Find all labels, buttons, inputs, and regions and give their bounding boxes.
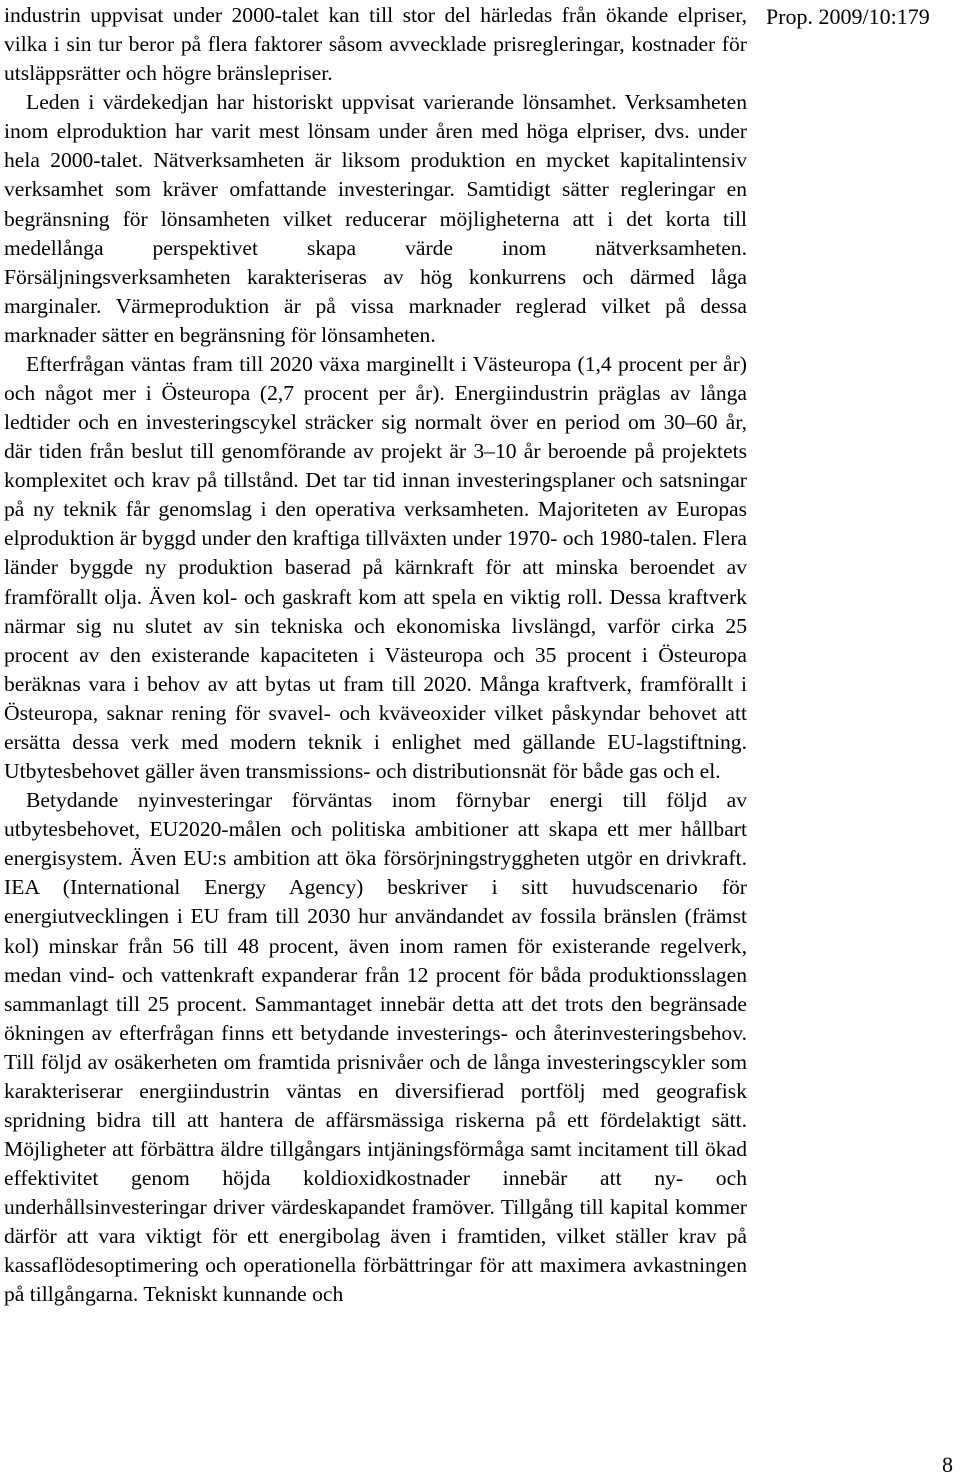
paragraph-continuation: industrin uppvisat under 2000-talet kan till stor del härledas från ökande elpriser, vilka i sin tur beror på flera faktorer såsom avvecklade prisregleringar, kostnader för utsläppsrätter och högre bränslepriser.	[4, 3, 747, 86]
paragraph-profitability: Leden i värdekedjan har historiskt uppvisat varierande lönsamhet. Verksamheten inom elproduktion har varit mest lönsam under åren med höga elpriser, dvs. under hela 2000-talet. Nätverksamheten är liksom produktion en mycket kapitalintensiv verksamhet som kräver omfattande investeringar. Samtidigt sätter regleringar en begränsning för lönsamheten vilket reducerar möjligheterna att i det korta till medellånga perspektivet skapa värde inom nätverksamheten. Försäljningsverksamheten karakteriseras av hög konkurrens och därmed låga marginaler. Värmeproduktion är på vissa marknader reglerad vilket på dessa marknader sätter en begränsning för lönsamheten.	[4, 90, 747, 347]
document-reference: Prop. 2009/10:179	[766, 4, 930, 29]
paragraph-investments: Betydande nyinvesteringar förväntas inom förnybar energi till följd av utbytesbehovet, EU2020-målen och politiska ambitioner att skapa ett mer hållbart energisystem. Även EU:s ambition att öka försörjningstryggheten utgör en drivkraft. IEA (International Energy Agency) beskriver i sitt huvudscenario för energiutvecklingen i EU fram till 2030 hur användandet av fossila bränslen (främst kol) minskar från 56 till 48 procent, även inom ramen för existerande regelverk, medan vind- och vattenkraft expanderar från 12 procent för båda produktionsslagen sammanlagt till 25 procent. Sammantaget innebär detta att det trots den begränsade ökningen av efterfrågan finns ett betydande investerings- och återinvesteringsbehov. Till följd av osäkerheten om framtida prisnivåer och de långa investeringscykler som karakteriserar energiindustrin väntas en diversifierad portfölj med geografisk spridning bidra till att hantera de affärsmässiga riskerna på ett fördelaktigt sätt. Möjligheter att förbättra äldre tillgångars intjäningsförmåga samt incitament till ökad effektivitet genom höjda koldioxidkostnader innebär att ny- och underhållsinvesteringar driver värdeskapandet framöver. Tillgång till kapital kommer därför att vara viktigt för ett energibolag även i framtiden, vilket ställer krav på kassaflödesoptimering och operationella förbättringar för att maximera avkastningen på tillgångarna. Tekniskt kunnande och	[4, 788, 747, 1307]
paragraph-demand-outlook: Efterfrågan väntas fram till 2020 växa marginellt i Västeuropa (1,4 procent per år) och något mer i Östeuropa (2,7 procent per år). Energiindustrin präglas av långa ledtider och en investeringscykel sträcker sig normalt över en period om 30–60 år, där tiden från beslut till genomförande av projekt är 3–10 år beroende på projektets komplexitet och krav på tillstånd. Det tar tid innan investeringsplaner och satsningar på ny teknik får genomslag i den operativa verksamheten. Majoriteten av Europas elproduktion är byggd under den kraftiga tillväxten under 1970- och 1980-talen. Flera länder byggde ny produktion baserad på kärnkraft för att minska beroendet av framförallt olja. Även kol- och gaskraft kom att spela en viktig roll. Dessa kraftverk närmar sig nu slutet av sin tekniska och ekonomiska livslängd, varför cirka 25 procent av den existerande kapaciteten i Västeuropa och 35 procent i Östeuropa beräknas vara i behov av att bytas ut fram till 2020. Många kraftverk, framförallt i Östeuropa, saknar rening för svavel- och kväveoxider vilket påskyndar behovet att ersätta dessa verk med modern teknik i enlighet med gällande EU-lagstiftning. Utbytesbehovet gäller även transmissions- och distributionsnät för både gas och el.	[4, 351, 747, 784]
page-number: 8	[942, 1452, 953, 1477]
body-text	[4, 1, 747, 1310]
